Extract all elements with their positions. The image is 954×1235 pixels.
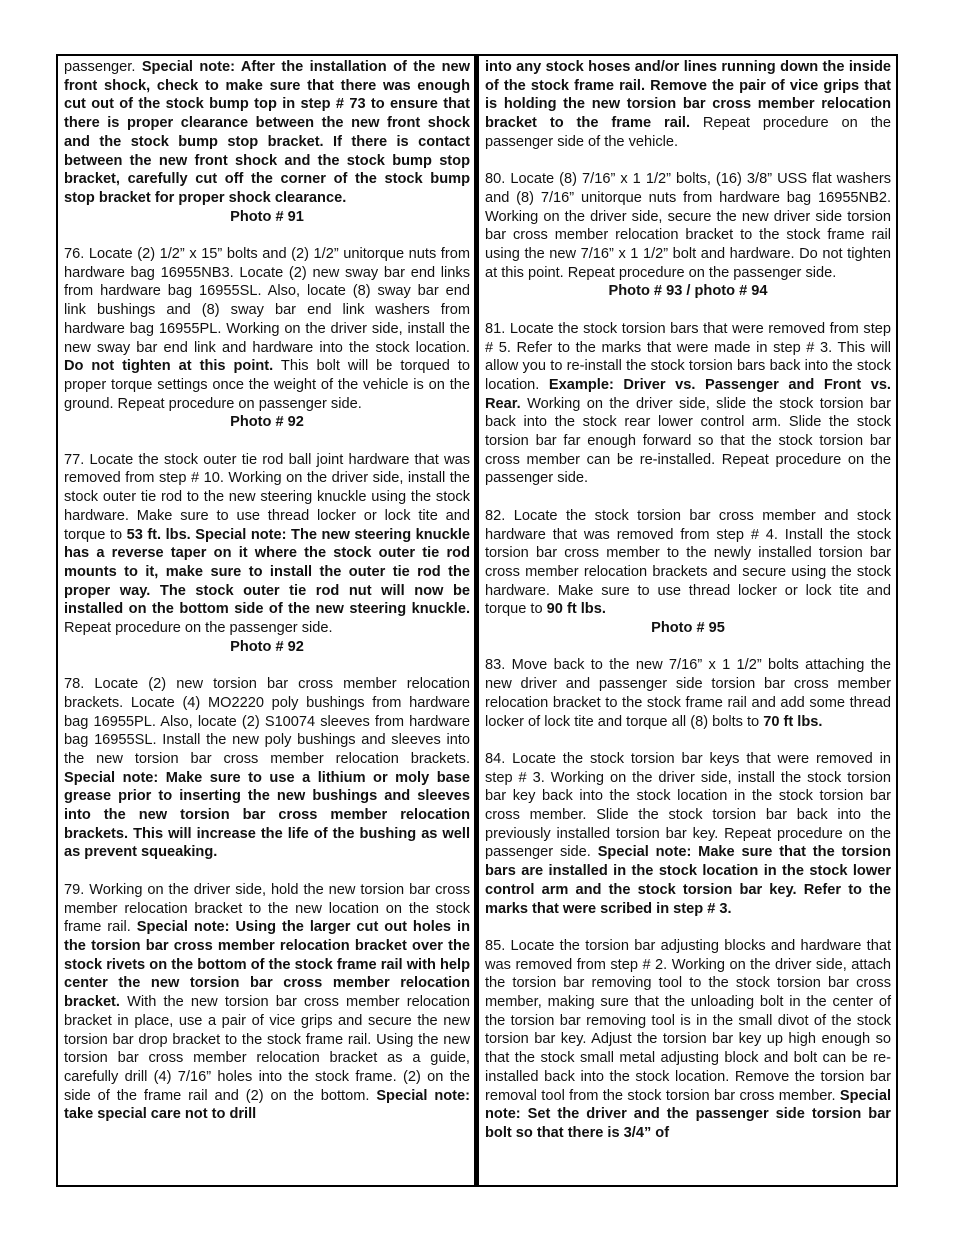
step-77-special-note: 53 ft. lbs. Special note: The new steering knuckle has a reverse taper on it where the stock outer tie rod mounts to it, make sure to install the outer tie rod the proper way. The stock outer tie rod nut will now be installed on the bottom side of the new steering knuckle.	[64, 526, 470, 618]
step-82-torque: 90 ft lbs.	[546, 601, 606, 618]
photo-reference: Photo # 95	[651, 620, 725, 637]
step-85	[485, 937, 891, 1143]
step-85-text: 85. Locate the torsion bar adjusting blocks and hardware that was removed from step # 2. Working on the driver side, attach the torsion bar removing tool to the stock torsion bar cross member, making sure that the unloading bolt in the center of the torsion bar removing tool is in the small divot of the stock torsion bar key. Adjust the torsion bar key up high enough so that the stock small metal adjusting block and bolt can be re-installed back into the stock location. Remove the torsion bar removal tool from the stock torsion bar cross member.	[485, 937, 891, 1104]
right-column	[485, 58, 891, 1161]
step-78-text: 78. Locate (2) new torsion bar cross member relocation brackets. Locate (4) MO2220 poly bushings from hardware bag 16955PL. Also, locate (2) S10074 sleeves from hardware bag 16955SL. Install the new poly bushings and sleeves into the new torsion bar cross member relocation brackets.	[64, 676, 470, 767]
step-80-text: 80. Locate (8) 7/16” x 1 1/2” bolts, (16) 3/8” USS flat washers and (8) 7/16” unitorque nuts from hardware bag 16955NB2. Working on the driver side, secure the new driver side torsion bar cross member relocation bracket to the stock frame rail using the new 7/16” x 1 1/2” bolt and hardware. Do not tighten at this point. Repeat procedure on the passenger side.	[485, 171, 891, 281]
step-81	[485, 320, 891, 488]
step-77	[64, 451, 470, 657]
step-79-text-2: With the new torsion bar cross member relocation bracket in place, use a pair of vice grips and secure the new torsion bar drop bracket to the stock frame rail. Using the new torsion bar cross member relocation bracket as a guide, carefully drill (4) 7/16” holes into the stock frame. (2) on the side of the frame rail and (2) on the bottom.	[64, 994, 470, 1104]
step-77-text: 77. Locate the stock outer tie rod ball joint hardware that was removed from step # 10. Working on the driver side, install the stock outer tie rod to the new steering knuckle using the stock hardware. Make sure to use thread locker or lock tite and torque to	[64, 451, 470, 543]
step-82-text: 82. Locate the stock torsion bar cross member and stock hardware that was removed from step # 4. Install the stock torsion bar cross member to the newly installed torsion bar cross member relocation brackets and secure using the stock hardware. Make sure to use thread locker or lock tite and torque to	[485, 507, 891, 618]
step-79-text-continued: Repeat procedure on the passenger side of the vehicle.	[485, 115, 891, 150]
step-77-text-2: Repeat procedure on the passenger side.	[64, 620, 333, 637]
step-79-special-note: Special note: Using the larger cut out holes in the torsion bar cross member relocation bracket over the stock rivets on the bottom of the stock frame rail with help center the new torsion bar cross member relocation bracket.	[64, 919, 470, 1011]
step-80	[485, 170, 891, 301]
step-79-text: 79. Working on the driver side, hold the new torsion bar cross member relocation bracket to the new location on the stock frame rail.	[64, 881, 470, 936]
step-81-text: 81. Locate the stock torsion bars that were removed from step # 5. Refer to the marks that were made in step # 3. This will allow you to re-install the stock torsion bars back into the stock location.	[485, 320, 891, 393]
step-79-special-note-2: Special note: take special care not to drill	[64, 1087, 470, 1123]
step-76-text: 76. Locate (2) 1/2” x 15” bolts and (2) 1/2” unitorque nuts from hardware bag 16955NB3. Locate (2) new sway bar end links from hardware bag 16955SL. Also, locate (8) sway bar end link bushings and (8) sway bar end link washers from hardware bag 16955PL. Working on the driver side, install the new sway bar end link and hardware into the stock location.	[64, 246, 470, 356]
step-75-special-note: Special note: After the installation of the new front shock, check to make sure that there was enough cut out of the stock bump top in step # 73 to ensure that there is proper clearance between the new front shock and the stock bump stop bracket. If there is contact between the new front shock and the stock bump stop bracket, carefully cut off the corner of the stock bump stop bracket for proper shock clearance.	[64, 59, 470, 206]
step-78	[64, 675, 470, 862]
step-81-example: Example: Driver vs. Passenger and Front vs. Rear.	[485, 376, 891, 412]
step-84-text: 84. Locate the stock torsion bar keys that were removed in step # 3. Working on the driver side, install the stock torsion bar key back into the stock location in the stock torsion bar cross member. Slide the stock torsion bar back into the previously installed torsion bar key. Repeat procedure on the passenger side.	[485, 750, 891, 861]
step-79-special-note-continued: into any stock hoses and/or lines running down the inside of the stock frame rail. Remove the pair of vice grips that is holding the new torsion bar cross member relocation bracket to the frame rail.	[485, 59, 891, 132]
step-79	[64, 881, 470, 1124]
photo-reference: Photo # 93 / photo # 94	[608, 283, 768, 300]
photo-reference: Photo # 91	[230, 208, 304, 225]
step-76	[64, 245, 470, 432]
step-81-text-2: Working on the driver side, slide the stock torsion bar back into the stock rear lower control arm. Slide the stock torsion bar far enough forward so that the stock torsion bar cross member can be re-installed. Repeat procedure on the passenger side.	[485, 395, 891, 487]
step-82	[485, 507, 891, 638]
step-76-text-2: This bolt will be torqued to proper torque settings once the weight of the vehicle is on the ground. Repeat procedure on passenger side.	[64, 358, 470, 412]
photo-reference: Photo # 92	[230, 638, 304, 655]
step-83-torque: 70 ft lbs.	[763, 713, 823, 730]
step-84	[485, 750, 891, 918]
left-column	[64, 58, 470, 1143]
step-84-special-note: Special note: Make sure that the torsion bars are installed in the stock location in the stock lower control arm and the stock torsion bar key. Refer to the marks that were scribed in step # 3.	[485, 844, 891, 917]
step-79-continued	[485, 58, 891, 152]
step-76-warning: Do not tighten at this point.	[64, 358, 274, 375]
step-75-text: passenger.	[64, 59, 142, 75]
photo-reference: Photo # 92	[230, 414, 304, 431]
column-divider	[474, 54, 479, 1187]
step-83-text: 83. Move back to the new 7/16” x 1 1/2” bolts attaching the new driver and passenger side torsion bar cross member relocation bracket to the stock frame rail and add some thread locker of lock tite and torque all (8) bolts to	[485, 657, 891, 730]
step-83	[485, 656, 891, 731]
step-85-special-note: Special note: Set the driver and the passenger side torsion bar bolt so that there is 3/4” of	[485, 1087, 891, 1141]
step-75-continued	[64, 58, 470, 226]
step-78-special-note: Special note: Make sure to use a lithium or moly base grease prior to inserting the new bushings and sleeves into the new torsion bar cross member relocation brackets. This will increase the life of the bushing as well as prevent squeaking.	[64, 769, 470, 861]
